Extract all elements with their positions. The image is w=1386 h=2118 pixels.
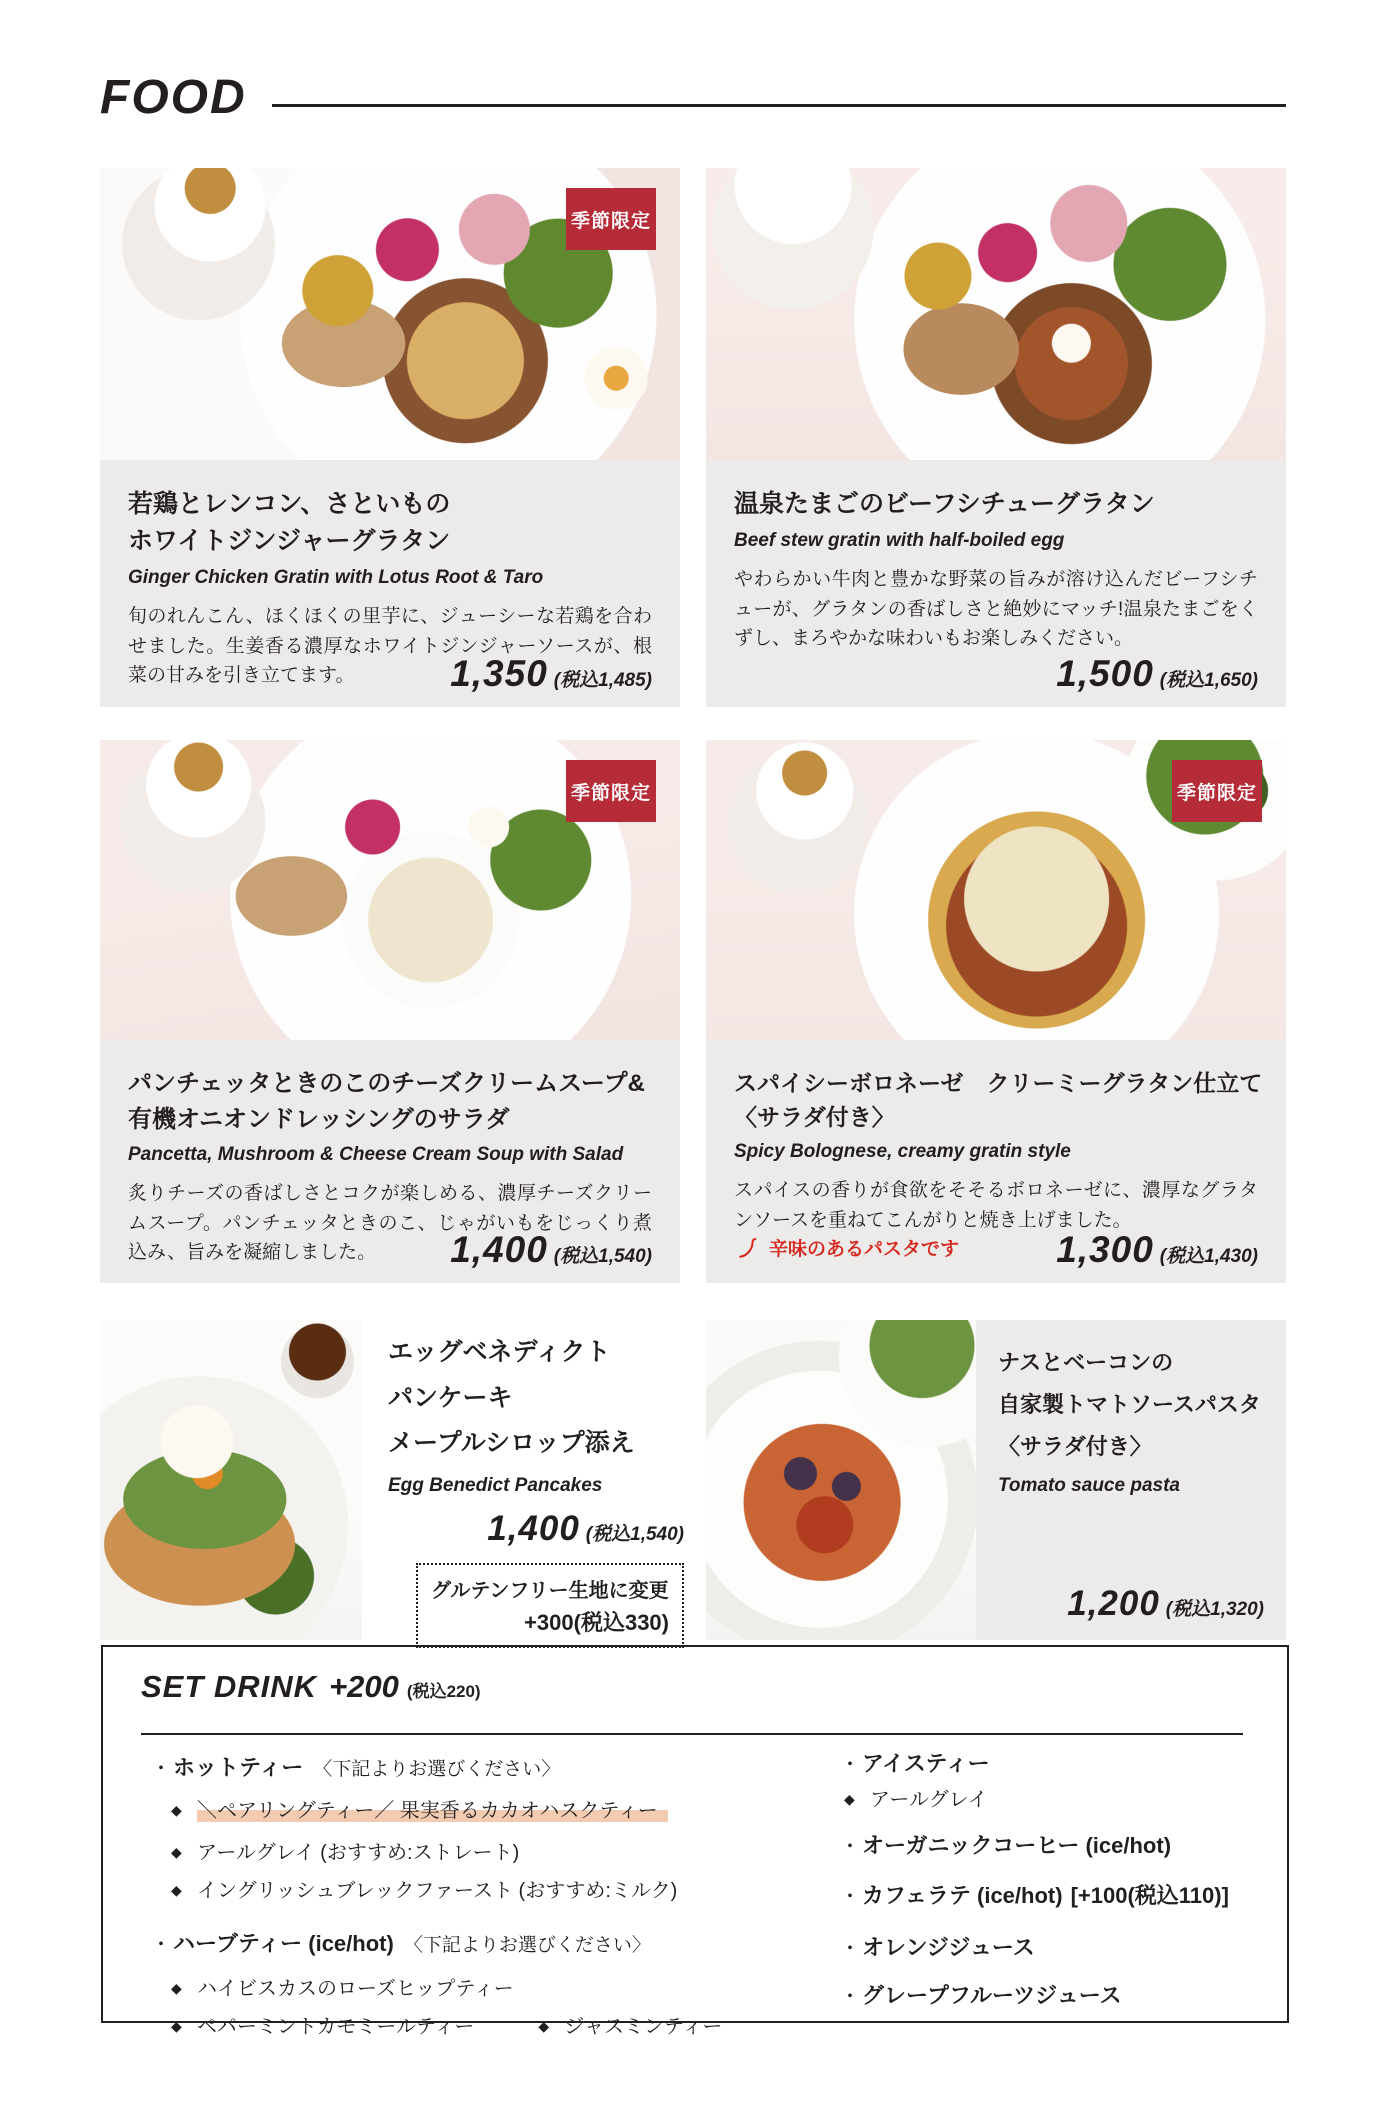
item-description: 炙りチーズの香ばしさとコクが楽しめる、濃厚チーズクリームスープ。パンチェッタときのこ、じゃがいもをじっくり煮込み、旨みを凝縮しました。	[128, 1183, 652, 1264]
diamond-bullet: ◆	[538, 2018, 550, 2034]
chili-icon	[734, 1235, 760, 1261]
item-title-en: Spicy Bolognese, creamy gratin style	[734, 1141, 1071, 1163]
drink-item-pairing-tea: ◆ ＼ペアリングティー／ 果実香るカカオハスクティー	[151, 1794, 722, 1823]
tax-price: (税込1,540)	[553, 1246, 652, 1267]
item-title-en: Tomato sauce pasta	[998, 1475, 1180, 1497]
drink-item-ice-earl-grey: ◆ アールグレイ	[844, 1789, 988, 1811]
item-description: スパイスの香りが食欲をそそるボロネーゼに、濃厚なグラタンソースを重ねてこんがりと焼き上げました。	[734, 1180, 1258, 1231]
item-price: 1,500 (税込1,650)	[1056, 653, 1258, 694]
menu-item-card	[706, 740, 1286, 1283]
page-title: FOOD	[100, 71, 247, 124]
food-photo-ginger-chicken-gratin	[100, 168, 680, 460]
item-price: 1,300 (税込1,430)	[1056, 1229, 1258, 1270]
set-drink-header	[141, 1669, 481, 1705]
item-title-en: Ginger Chicken Gratin with Lotus Root & Taro	[128, 567, 544, 588]
item-title-jp: パンチェッタときのこのチーズクリームスープ& 有機オニオンドレッシングのサラダ	[128, 1070, 646, 1133]
item-description: やわらかい牛肉と豊かな野菜の旨みが溶け込んだビーフシチューが、グラタンの香ばしさと絶妙にマッチ!温泉たまごをくずし、まろやかな味わいもお楽しみください。	[734, 569, 1258, 650]
item-price: 1,400 (税込1,540)	[487, 1508, 684, 1548]
menu-item-card	[100, 168, 680, 707]
drink-item-peppermint-jasmine: ◆ ペパーミントカモミールティー ◆ ジャスミンティー	[171, 2016, 723, 2038]
option-price: +300(税込330)	[524, 1609, 669, 1635]
item-info	[388, 1330, 684, 1648]
item-price: 1,400 (税込1,540)	[450, 1229, 652, 1270]
set-drink-title: SET DRINK	[141, 1669, 318, 1704]
item-title-jp: スパイシーボロネーゼ クリーミーグラタン仕立て 〈サラダ付き〉	[734, 1070, 1263, 1131]
seasonal-badge: 季節限定	[566, 760, 656, 822]
drink-item-hot-tea: ・ホットティー 〈下記よりお選びください〉	[151, 1751, 722, 1782]
item-info-panel	[706, 1040, 1286, 1283]
item-title-jp: ナスとベーコンの 自家製トマトソースパスタ 〈サラダ付き〉	[998, 1350, 1261, 1459]
set-drink-box	[101, 1645, 1289, 2038]
latte-surcharge: [+100(税込110)]	[1070, 1883, 1229, 1908]
drink-item-hibiscus-rosehip: ◆ ハイビスカスのローズヒップティー	[171, 1978, 514, 2000]
drink-bullet: ・	[840, 1836, 860, 1858]
menu-item-card	[100, 740, 680, 1283]
tax-price: (税込1,320)	[1165, 1599, 1264, 1620]
diamond-bullet: ◆	[171, 2018, 182, 2034]
gluten-free-option-box	[416, 1563, 684, 1648]
drink-bullet: ・	[840, 1986, 860, 2008]
item-title-jp: エッグベネディクト パンケーキ メープルシロップ添え	[388, 1338, 635, 1457]
item-price: 1,200 (税込1,320)	[1067, 1584, 1264, 1623]
drink-item-orange-juice: ・オレンジジュース	[840, 1931, 1229, 1962]
drink-list-left	[151, 1751, 722, 2039]
food-photo-tomato-sauce-pasta	[706, 1320, 976, 1640]
menu-item-card	[100, 1320, 684, 1640]
drink-item-english-breakfast: ◆ イングリッシュブレックファースト (おすすめ:ミルク)	[171, 1880, 678, 1902]
set-drink-price: +200	[329, 1669, 399, 1704]
food-photo-beef-stew-gratin	[706, 168, 1286, 460]
menu-item-card	[706, 1320, 1286, 1640]
drink-bullet: ・	[840, 1754, 860, 1776]
item-price: 1,350 (税込1,485)	[450, 653, 652, 694]
drink-bullet: ・	[151, 1758, 171, 1780]
item-title-en: Beef stew gratin with half-boiled egg	[734, 530, 1065, 551]
drink-item-cafe-latte: ・カフェラテ (ice/hot) [+100(税込110)]	[840, 1879, 1229, 1910]
seasonal-badge: 季節限定	[566, 188, 656, 250]
drink-bullet: ・	[151, 1934, 171, 1956]
drink-item-earl-grey: ◆ アールグレイ (おすすめ:ストレート)	[171, 1842, 520, 1864]
tax-price: (税込1,650)	[1159, 670, 1258, 691]
drink-bullet: ・	[840, 1886, 860, 1908]
menu-item-card	[706, 168, 1286, 707]
seasonal-badge: 季節限定	[1172, 760, 1262, 822]
item-info-panel	[706, 460, 1286, 707]
food-photo-egg-benedict-pancakes	[100, 1320, 362, 1640]
set-drink-rule	[141, 1733, 1243, 1735]
diamond-bullet: ◆	[171, 1844, 182, 1860]
item-info-panel	[976, 1320, 1286, 1640]
item-title-jp: 温泉たまごのビーフシチューグラタン	[734, 490, 1155, 518]
set-drink-tax: (税込220)	[406, 1682, 481, 1701]
diamond-bullet: ◆	[171, 1980, 182, 1996]
item-info-panel	[100, 460, 680, 707]
tax-price: (税込1,430)	[1159, 1246, 1258, 1267]
header-rule	[272, 104, 1286, 107]
drink-bullet: ・	[840, 1938, 860, 1960]
drink-item-organic-coffee: ・オーガニックコーヒー (ice/hot)	[840, 1829, 1229, 1860]
item-info-panel	[100, 1040, 680, 1283]
option-label: グルテンフリー生地に変更	[431, 1579, 669, 1602]
drink-item-ice-tea: ・アイスティー	[840, 1747, 1229, 1778]
food-photo-spicy-bolognese	[706, 740, 1286, 1040]
item-title-jp: 若鶏とレンコン、さといもの ホワイトジンジャーグラタン	[128, 490, 451, 555]
spicy-note: 辛味のあるパスタです	[734, 1234, 959, 1261]
diamond-bullet: ◆	[171, 1882, 182, 1898]
food-photo-pancetta-soup	[100, 740, 680, 1040]
tax-price: (税込1,540)	[585, 1523, 684, 1545]
tax-price: (税込1,485)	[553, 670, 652, 691]
drink-list-right	[840, 1747, 1229, 2010]
drink-item-grapefruit-juice: ・グレープフルーツジュース	[840, 1979, 1229, 2010]
diamond-bullet: ◆	[844, 1791, 855, 1807]
item-title-en: Egg Benedict Pancakes	[388, 1474, 603, 1496]
diamond-bullet: ◆	[171, 1802, 182, 1818]
item-description: 旬のれんこん、ほくほくの里芋に、ジューシーな若鶏を合わせました。生姜香る濃厚なホワイトジンジャーソースが、根菜の甘みを引き立てます。	[128, 606, 652, 687]
drink-item-herb-tea: ・ハーブティー (ice/hot) 〈下記よりお選びください〉	[151, 1927, 722, 1958]
item-title-en: Pancetta, Mushroom & Cheese Cream Soup with Salad	[128, 1144, 624, 1166]
